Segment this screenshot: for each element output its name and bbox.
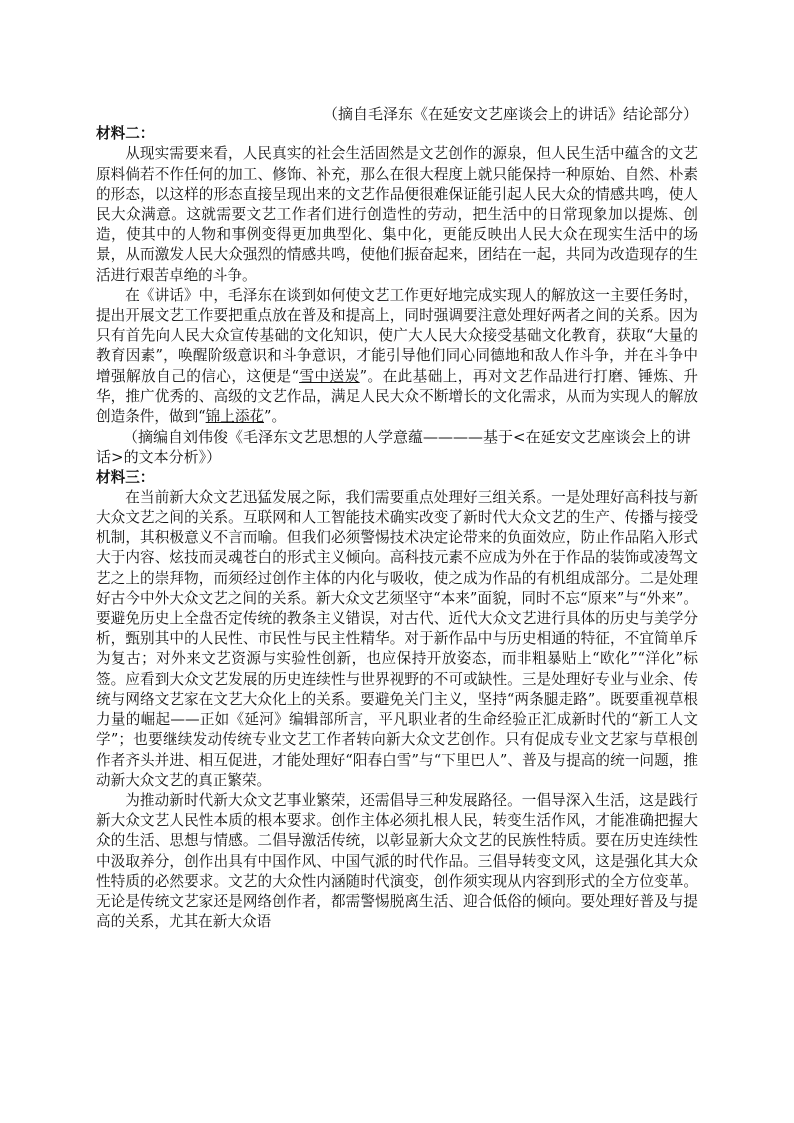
material-3-paragraph-2: 为推动新时代新大众文艺事业繁荣，还需倡导三种发展路径。一倡导深入生活，这是践行新大众文艺人民性本质的根本要求。创作主体必须扎根人民，转变生活作风，才能准确把握大众的生活、思想与情感。二倡导激活传统，以彰显新大众文艺的民族性特质。要在历史连续性中汲取养分，创作出具有中国作风、中国气派的时代作品。三倡导转变文风，这是强化其大众性特质的必然要求。文艺的大众性内涵随时代演变，创作须实现从内容到形式的全方位变革。无论是传统文艺家还是网络创作者，都需警惕脱离生活、迎合低俗的倾向。要处理好普及与提高的关系，尤其在新大众语 <box>96 791 698 931</box>
source-citation-1: （摘自毛泽东《在延安文艺座谈会上的讲话》结论部分） <box>322 105 698 123</box>
paragraph-text: ”。 <box>264 408 287 426</box>
material-2-paragraph-2 <box>96 286 698 427</box>
paragraph-text: ”。在此基础上，再对文艺作品进行打磨、锤炼、升华，推广优秀的、高级的文艺作品，满足人民大众不断增长的文化需求，从而为实现人的解放创造条件，做到“ <box>96 367 698 426</box>
document-body <box>96 104 698 932</box>
underlined-phrase-1: 雪中送炭 <box>299 367 360 385</box>
material-2-heading: 材料二： <box>96 125 155 143</box>
paragraph-text: 在《讲话》中，毛泽东在谈到如何使文艺工作更好地完成实现人的解放这一主要任务时，提出开展文艺工作要把重点放在普及和提高上，同时强调要注意处理好两者之间的关系。因为只有首先向人民大众宣传基础的文化知识，使广大人民大众接受基础文化教育，获取“大量的教育因素”，唤醒阶级意识和斗争意识，才能引导他们同心同德地和敌人作斗争，并在斗争中增强解放自己的信心，这便是“ <box>96 286 698 385</box>
material-2-paragraph-1: 从现实需要来看，人民真实的社会生活固然是文艺创作的源泉，但人民生活中蕴含的文艺原料倘若不作任何的加工、修饰、补充，那么在很大程度上就只能保持一种原始、自然、朴素的形态，以这样的形态直接呈现出来的文艺作品便很难保证能引起人民大众的情感共鸣，使人民大众满意。这就需要文艺工作者们进行创造性的劳动，把生活中的日常现象加以提炼、创造，使其中的人物和事例变得更加典型化、集中化，更能反映出人民大众在现实生活中的场景，从而激发人民大众强烈的情感共鸣，使他们振奋起来，团结在一起，共同为改造现存的生活进行艰苦卓绝的斗争。 <box>96 145 698 284</box>
material-3-heading: 材料三： <box>96 468 155 486</box>
underlined-phrase-2: 锦上添花 <box>205 408 265 426</box>
source-citation-2: （摘编自刘伟俊《毛泽东文艺思想的人学意蕴————基于<在延安文艺座谈会上的讲话>的文本分析》） <box>96 428 691 467</box>
material-3-paragraph-1: 在当前新大众文艺迅猛发展之际，我们需要重点处理好三组关系。一是处理好高科技与新大众文艺之间的关系。互联网和人工智能技术确实改变了新时代大众文艺的生产、传播与接受机制，其积极意义不言而喻。但我们必须警惕技术决定论带来的负面效应，防止作品陷入形式大于内容、炫技而灵魂苍白的形式主义倾向。高科技元素不应成为外在于作品的装饰或凌驾文艺之上的崇拜物，而须经过创作主体的内化与吸收，使之成为作品的有机组成部分。二是处理好古今中外大众文艺之间的关系。新大众文艺须坚守“本来”面貌，同时不忘“原来”与“外来”。要避免历史上全盘否定传统的教条主义错误，对古代、近代大众文艺进行具体的历史与美学分析，甄别其中的人民性、市民性与民主性精华。对于新作品中与历史相通的特征，不宜简单斥为复古；对外来文艺资源与实验性创新，也应保持开放姿态，而非粗暴贴上“欧化”“洋化”标签。应看到大众文艺发展的历史连续性与世界视野的不可或缺性。三是处理好专业与业余、传统与网络文艺家在文艺大众化上的关系。要避免关门主义，坚持“两条腿走路”。既要重视草根力量的崛起——正如《延河》编辑部所言，平凡职业者的生命经验正汇成新时代的“新工人文学”；也要继续发动传统专业文艺工作者转向新大众文艺创作。只有促成专业文艺家与草根创作者齐头并进、相互促进，才能处理好“阳春白雪”与“下里巴人”、普及与提高的统一问题，推动新大众文艺的真正繁荣。 <box>96 488 698 789</box>
